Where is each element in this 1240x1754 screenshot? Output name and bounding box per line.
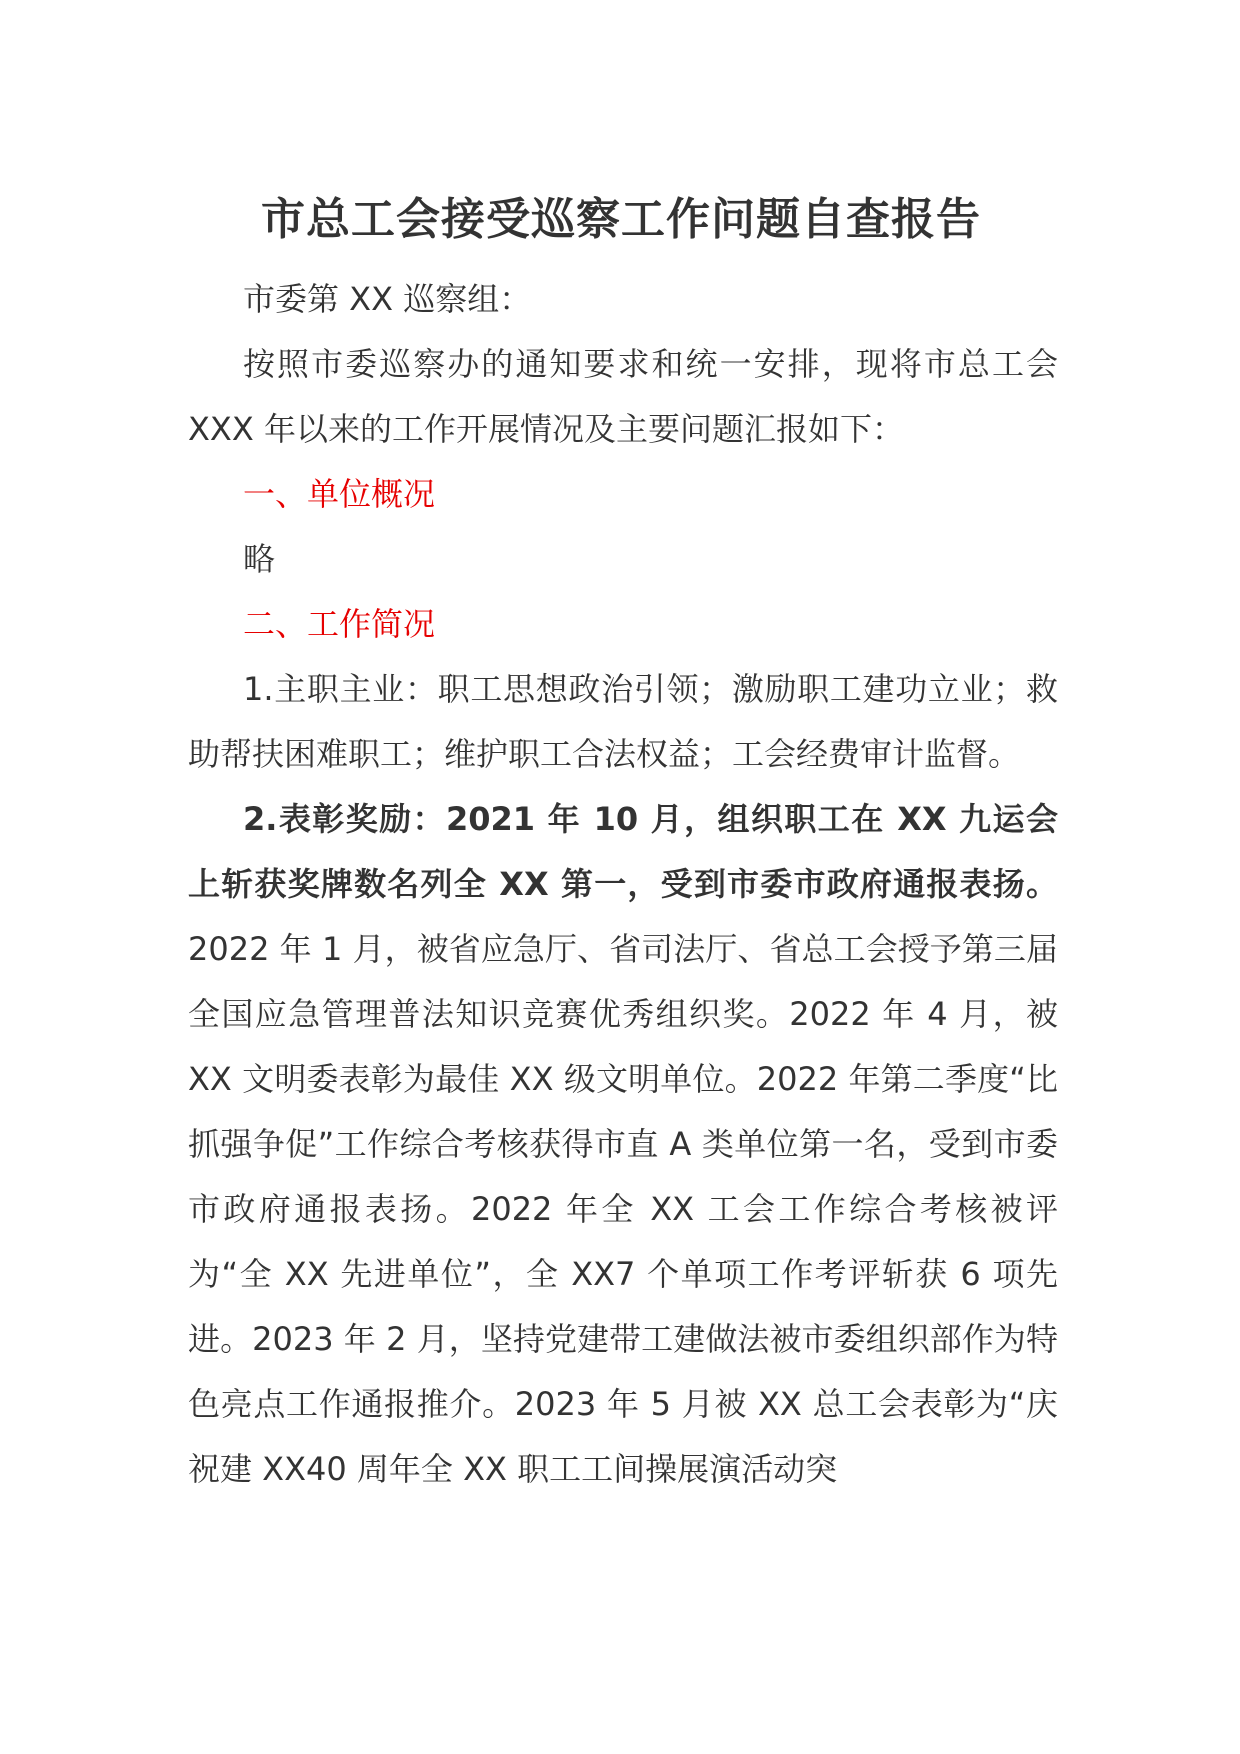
section-overview-body: 略 — [243, 540, 276, 578]
document-page — [188, 190, 1058, 1502]
section-heading-overview: 一、单位概况 — [243, 475, 436, 513]
item-main-duties: 1.主职主业：职工思想政治引领；激励职工建功立业；救助帮扶困难职工；维护职工合法权益；工会经费审计监督。 — [188, 670, 1058, 773]
item-awards-lead: 2.表彰奖励：2021 年 10 月，组织职工在 XX 九运会上斩获奖牌数名列全 XX 第一，受到市委市政府通报表扬。 — [188, 800, 1058, 903]
document-title: 市总工会接受巡察工作问题自查报告 — [261, 194, 981, 245]
item-awards-text: 2022 年 1 月，被省应急厅、省司法厅、省总工会授予第三届全国应急管理普法知识竞赛优秀组织奖。2022 年 4 月，被 XX 文明委表彰为最佳 XX 级文明单位。2022 年第二季度“比抓强争促”工作综合考核获得市直 A 类单位第一名，受到市委市政府通报表扬。2022 年全 XX 工会工作综合考核被评为“全 XX 先进单位”，全 XX7 个单项工作考评斩获 6 项先进。2023 年 2 月，坚持党建带工建做法被市委组织部作为特色亮点工作通报推介。2023 年 5 月被 XX 总工会表彰为“庆祝建 XX40 周年全 XX 职工工间操展演活动突 — [188, 930, 1058, 1488]
intro-paragraph: 按照市委巡察办的通知要求和统一安排，现将市总工会 XXX 年以来的工作开展情况及主要问题汇报如下： — [188, 345, 1058, 448]
salutation: 市委第 XX 巡察组： — [243, 280, 532, 318]
section-heading-work-summary: 二、工作简况 — [243, 605, 436, 643]
item-awards — [188, 787, 1058, 1502]
